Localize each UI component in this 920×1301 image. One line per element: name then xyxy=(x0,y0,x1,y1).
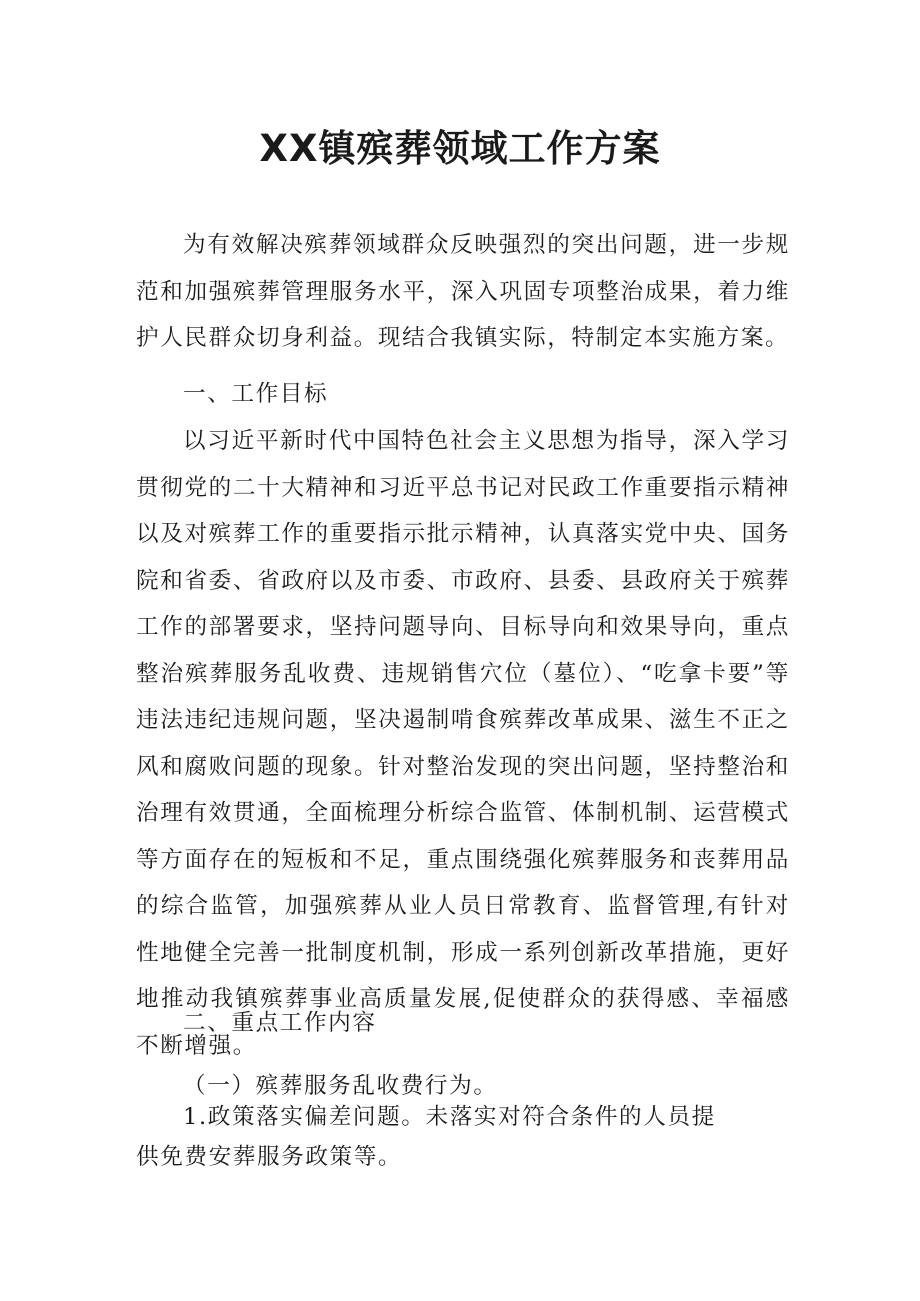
section-heading-key-work: 二、重点工作内容 xyxy=(183,1010,377,1036)
document-title: XX镇殡葬领域工作方案 xyxy=(259,127,661,170)
intro-paragraph: 为有效解决殡葬领域群众反映强烈的突出问题，进一步规范和加强殡葬管理服务水平，深入巩固专项整治成果，着力维护人民群众切身利益。现结合我镇实际，特制定本实施方案。 xyxy=(136,232,790,351)
subsection-heading-fees: （一）殡葬服务乱收费行为。 xyxy=(183,1073,498,1099)
section-body-goals: 以习近平新时代中国特色社会主义思想为指导，深入学习贯彻党的二十大精神和习近平总书记对民政工作重要指示精神以及对殡葬工作的重要指示批示精神，认真落实党中央、国务院和省委、省政府以及市委、市政府、县委、县政府关于殡葬工作的部署要求，坚持问题导向、目标导向和效果导向，重点整治殡葬服务乱收费、违规销售穴位（墓位）、“吃拿卡要”等违法违纪违规问题，坚决遏制啃食殡葬改革成果、滋生不正之风和腐败问题的现象。针对整治发现的突出问题，坚持整治和治理有效贯通，全面梳理分析综合监管、体制机制、运营模式等方面存在的短板和不足，重点围绕强化殡葬服务和丧葬用品的综合监管，加强殡葬从业人员日常教育、监督管理,有针对性地健全完善一批制度机制，形成一系列创新改革措施，更好地推动我镇殡葬事业高质量发展,促使群众的获得感、幸福感不断增强。 xyxy=(136,428,790,1059)
item-policy-deviation: 1.政策落实偏差问题。未落实对符合条件的人员提供免费安葬服务政策等。 xyxy=(136,1104,716,1170)
section-heading-goals: 一、工作目标 xyxy=(183,381,329,407)
